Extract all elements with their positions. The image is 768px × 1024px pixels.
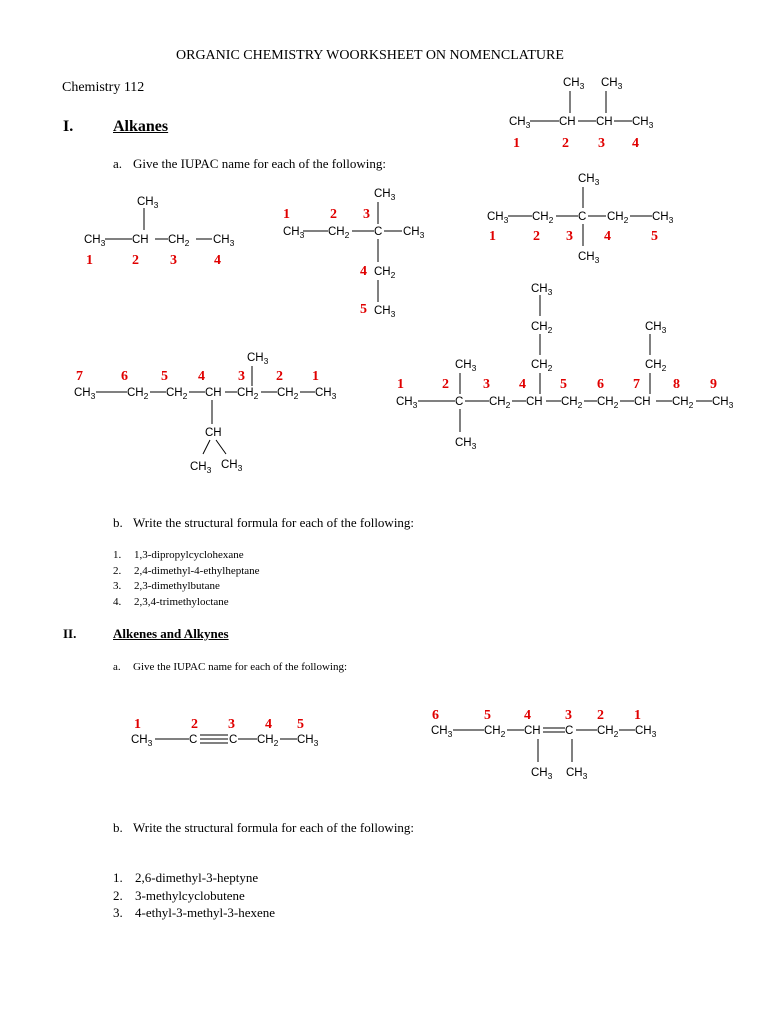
section-1-part-a-instruction: Give the IUPAC name for each of the following: [133, 156, 386, 171]
branch-label: $CH_2$ [645, 359, 667, 373]
atom-label: C [565, 725, 574, 737]
branch-label: $CH_3$ [221, 459, 243, 473]
atom-label: $CH_2$ [127, 387, 149, 401]
atom-label: $CH_2$ [672, 396, 694, 410]
page-title: ORGANIC CHEMISTRY WOORKSHEET ON NOMENCLATURE [176, 48, 564, 63]
carbon-number: 3 [483, 377, 490, 392]
branch-label: $CH_3$ [563, 77, 585, 91]
carbon-number: 5 [360, 302, 367, 317]
structure-6 [396, 283, 734, 451]
atom-label: $CH_2$ [277, 387, 299, 401]
carbon-number: 1 [283, 207, 290, 222]
atom-label: $CH_3$ [509, 116, 531, 130]
atom-label: $CH_3$ [297, 734, 319, 748]
structure-1 [84, 196, 235, 268]
atom-label: $CH_3$ [635, 725, 657, 739]
carbon-number: 2 [442, 377, 449, 392]
carbon-number: 4 [604, 229, 611, 244]
atom-label: $CH_3$ [74, 387, 96, 401]
carbon-number: 7 [633, 377, 640, 392]
carbon-number: 5 [161, 369, 168, 384]
atom-label: $CH_3$ [712, 396, 734, 410]
branch-label: CH [205, 427, 222, 439]
atom-label: CH [132, 234, 149, 246]
atom-label: $CH_2$ [257, 734, 279, 748]
atom-label: CH [526, 396, 543, 408]
structure-2 [283, 188, 425, 319]
carbon-number: 5 [484, 708, 491, 723]
course-label: Chemistry 112 [62, 80, 145, 95]
atom-label: CH [634, 396, 651, 408]
carbon-number: 2 [276, 369, 283, 384]
branch-label: $CH_3$ [137, 196, 159, 210]
list-item-number: 3. [113, 905, 123, 920]
carbon-number: 1 [489, 229, 496, 244]
carbon-number: 3 [598, 136, 605, 151]
carbon-number: 3 [565, 708, 572, 723]
section-2-part-b-letter: b. [113, 820, 123, 835]
atom-label: C [229, 734, 238, 746]
structure-7 [131, 717, 319, 748]
carbon-number: 8 [673, 377, 680, 392]
atom-label: C [374, 226, 383, 238]
carbon-number: 4 [524, 708, 531, 723]
branch-label: $CH_3$ [455, 359, 477, 373]
carbon-number: 9 [710, 377, 717, 392]
atom-label: $CH_2$ [484, 725, 506, 739]
atom-label: $CH_2$ [166, 387, 188, 401]
carbon-number: 2 [191, 717, 198, 732]
atom-label: CH [559, 116, 576, 128]
carbon-number: 5 [297, 717, 304, 732]
bond-line [203, 440, 210, 454]
carbon-number: 1 [634, 708, 641, 723]
atom-label: $CH_3$ [315, 387, 337, 401]
section-1-part-a-letter: a. [113, 156, 123, 171]
list-item-text: 2,4-dimethyl-4-ethylheptane [134, 564, 260, 577]
atom-label: $CH_2$ [561, 396, 583, 410]
atom-label: $CH_3$ [652, 211, 674, 225]
branch-label: $CH_3$ [455, 437, 477, 451]
list-item-text: 2,6-dimethyl-3-heptyne [135, 870, 259, 885]
branch-label: $CH_3$ [531, 767, 553, 781]
carbon-number: 3 [238, 369, 245, 384]
carbon-number: 2 [330, 207, 337, 222]
bond-line [216, 440, 226, 454]
atom-label: $CH_3$ [396, 396, 418, 410]
section-1-numeral: I. [63, 118, 74, 135]
branch-label: $CH_3$ [374, 188, 396, 202]
branch-label: $CH_3$ [247, 352, 269, 366]
carbon-number: 5 [560, 377, 567, 392]
list-item-number: 2. [113, 887, 123, 903]
carbon-number: 3 [363, 207, 370, 222]
atom-label: $CH_3$ [213, 234, 235, 248]
section-2-part-a-instruction: Give the IUPAC name for each of the following: [133, 661, 348, 673]
atom-label: $CH_2$ [489, 396, 511, 410]
branch-label: $CH_3$ [601, 77, 623, 91]
carbon-number: 1 [312, 369, 319, 384]
atom-label: CH [524, 725, 541, 737]
carbon-number: 5 [651, 229, 658, 244]
carbon-number: 1 [397, 377, 404, 392]
branch-label: $CH_3$ [578, 173, 600, 187]
section-2-part-b-instruction: Write the structural formula for each of the following: [133, 820, 415, 835]
structure-3 [509, 77, 654, 151]
section-2-part-a-letter: a. [113, 661, 121, 673]
atom-label: $CH_3$ [487, 211, 509, 225]
structure-5 [74, 352, 337, 475]
section-2-heading: Alkenes and Alkynes [113, 626, 229, 641]
atom-label: $CH_3$ [84, 234, 106, 248]
list-item-text: 1,3-dipropylcyclohexane [134, 549, 244, 561]
atom-label: C [455, 396, 464, 408]
atom-label: $CH_2$ [607, 211, 629, 225]
carbon-number: 2 [132, 253, 139, 268]
carbon-number: 3 [170, 253, 177, 268]
atom-label: $CH_2$ [237, 387, 259, 401]
list-item-number: 3. [113, 580, 122, 592]
section-1-heading: Alkanes [113, 118, 169, 135]
branch-label: $CH_3$ [374, 305, 396, 319]
branch-label: $CH_2$ [531, 321, 553, 335]
atom-label: $CH_3$ [403, 226, 425, 240]
section-1-part-b-instruction: Write the structural formula for each of the following: [133, 515, 415, 530]
list-item-number: 4. [113, 595, 122, 608]
carbon-number: 2 [562, 136, 569, 151]
list-item-number: 2. [113, 564, 122, 577]
carbon-number: 1 [513, 136, 520, 151]
atom-label: $CH_3$ [431, 725, 453, 739]
branch-label: $CH_3$ [578, 251, 600, 265]
atom-label: $CH_3$ [131, 734, 153, 748]
carbon-number: 4 [265, 717, 272, 732]
list-item-text: 2,3-dimethylbutane [134, 580, 220, 592]
carbon-number: 7 [76, 369, 83, 384]
atom-label: $CH_2$ [328, 226, 350, 240]
list-item-number: 1. [113, 870, 123, 885]
carbon-number: 2 [533, 229, 540, 244]
carbon-number: 4 [214, 253, 221, 268]
atom-label: $CH_2$ [597, 725, 619, 739]
section-2-numeral: II. [63, 626, 77, 641]
carbon-number: 3 [566, 229, 573, 244]
list-item-text: 2,3,4-trimethyloctane [134, 595, 229, 608]
section-1-part-b-letter: b. [113, 515, 123, 530]
branch-label: $CH_3$ [645, 321, 667, 335]
atom-label: $CH_2$ [597, 396, 619, 410]
branch-label: $CH_2$ [374, 266, 396, 280]
carbon-number: 4 [519, 377, 526, 392]
carbon-number: 1 [86, 253, 93, 268]
structure-8 [431, 708, 657, 781]
branch-label: $CH_2$ [531, 359, 553, 373]
branch-label: $CH_3$ [190, 461, 212, 475]
carbon-number: 4 [360, 264, 367, 279]
list-item-text: 4-ethyl-3-methyl-3-hexene [135, 905, 276, 920]
atom-label: $CH_2$ [532, 211, 554, 225]
carbon-number: 2 [597, 708, 604, 723]
carbon-number: 3 [228, 717, 235, 732]
atom-label: C [189, 734, 198, 746]
branch-label: $CH_3$ [566, 767, 588, 781]
carbon-number: 1 [134, 717, 141, 732]
carbon-number: 6 [121, 369, 128, 384]
list-item-number: 1. [113, 549, 122, 561]
atom-label: $CH_3$ [632, 116, 654, 130]
carbon-number: 6 [432, 708, 439, 723]
list-item-text: 3-methylcyclobutene [135, 887, 245, 903]
carbon-number: 4 [632, 136, 639, 151]
structure-4 [487, 173, 674, 265]
atom-label: $CH_2$ [168, 234, 190, 248]
branch-label: $CH_3$ [531, 283, 553, 297]
atom-label: $CH_3$ [283, 226, 305, 240]
atom-label: C [578, 211, 587, 223]
carbon-number: 4 [198, 369, 205, 384]
atom-label: CH [596, 116, 613, 128]
atom-label: CH [205, 387, 222, 399]
carbon-number: 6 [597, 377, 604, 392]
